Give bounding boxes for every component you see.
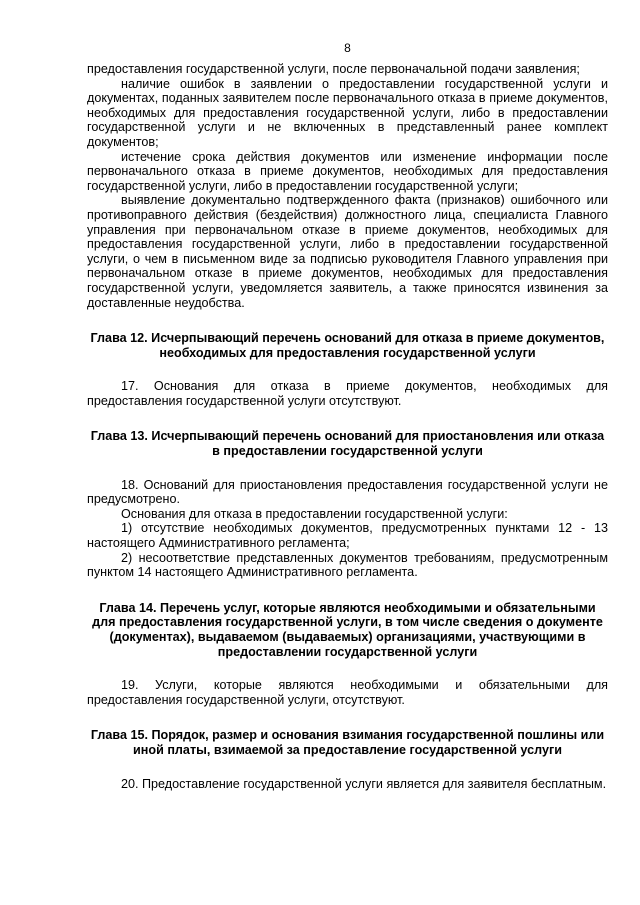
chapter-15-title: Глава 15. Порядок, размер и основания взимания государственной пошлины или иной платы, взимаемой за предоставление государственной услуги [90,728,605,757]
intro-paragraph: предоставления государственной услуги, после первоначальной подачи заявления; [87,62,580,76]
chapter-13-list-item: 2) несоответствие представленных документов требованиям, предусмотренным пунктом 14 настоящего Административного регламента. [87,550,608,580]
page-number: 8 [344,41,351,55]
chapter-12-paragraph: 17. Основания для отказа в приеме документов, необходимых для предоставления государственной услуги отсутствуют. [87,379,608,408]
chapter-13-title: Глава 13. Исчерпывающий перечень оснований для приостановления или отказа в предоставлении государственной услуги [90,429,605,459]
chapter-14-title: Глава 14. Перечень услуг, которые являются необходимыми и обязательными для предоставления государственной услуги, в том числе сведения о документе (документах), выдаваемом (выдаваемых) организациями, участвующими в предоставлении государственной услуги [92,600,603,659]
chapter-14-paragraph: 19. Услуги, которые являются необходимыми и обязательными для предоставления государственной услуги, отсутствуют. [87,678,608,707]
chapter-13-paragraph: Основания для отказа в предоставлении государственной услуги: [121,506,508,521]
chapter-13-list-item: 1) отсутствие необходимых документов, предусмотренных пунктами 12 - 13 настоящего Административного регламента; [87,521,608,551]
chapter-12-title: Глава 12. Исчерпывающий перечень оснований для отказа в приеме документов, необходимых для предоставления государственной услуги [90,331,605,360]
intro-paragraph: выявление документально подтвержденного факта (признаков) ошибочного или противоправного действия (бездействия) должностного лица, специалиста Главного управления при первоначальном отказе в приеме документов, необходимых для предоставления государственной услуги, либо в предоставлении государственной услуги, о чем в письменном виде за подписью руководителя Главного управления при первоначальном отказе в приеме документов, необходимых для предоставления государственной услуги, уведомляется заявитель, а также приносятся извинения за доставленные неудобства. [87,193,608,310]
intro-paragraph: наличие ошибок в заявлении о предоставлении государственной услуги и документах, поданных заявителем после первоначального отказа в приеме документов, необходимых для предоставления государственной услуги, либо в предоставлении государственной услуги и не включенных в представленный ранее комплект документов; [87,76,608,149]
page-content [87,62,608,791]
chapter-15-paragraph: 20. Предоставление государственной услуги является для заявителя бесплатным. [121,776,607,791]
chapter-13-paragraph: 18. Оснований для приостановления предоставления государственной услуги не предусмотрено. [87,477,608,507]
intro-paragraph: истечение срока действия документов или изменение информации после первоначального отказа в приеме документов, необходимых для предоставления государственной услуги, либо в предоставлении государственной услуги; [87,149,608,193]
